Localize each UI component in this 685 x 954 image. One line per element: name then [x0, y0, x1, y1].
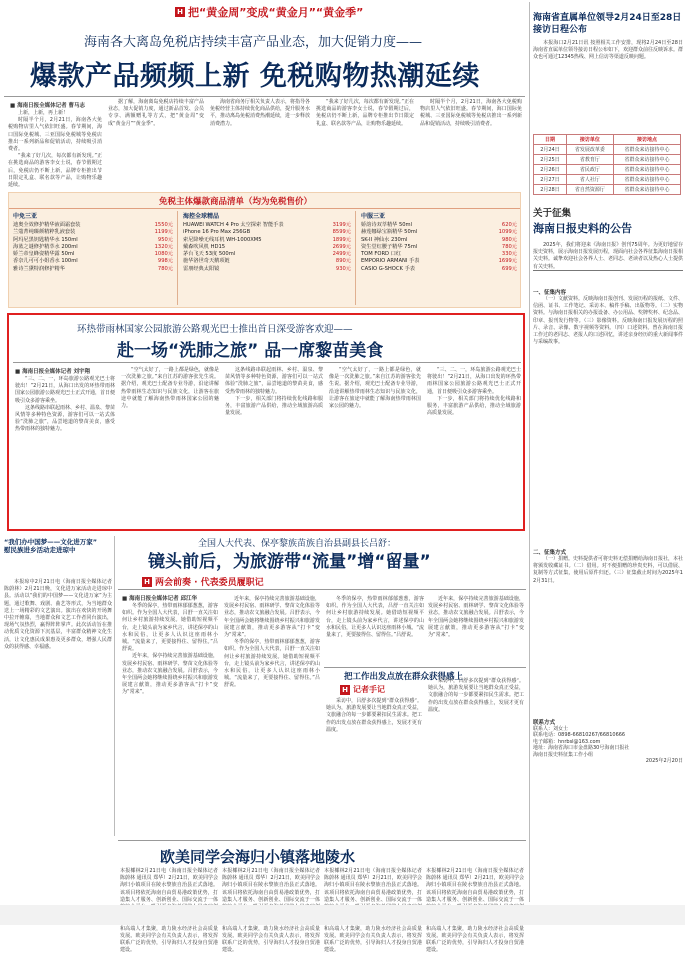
product-price: 950元 — [157, 236, 173, 243]
bottom-body: 本报椰林2月21日电（海南日报全媒体记者 陈蔚林 通讯员 郑华）2月21日，欧美同学会海归小镇项目在陵水黎族自治县正式落地。该项目将依托海南自由贸易港政策优势，打造集人才服务、创新创业、国际交流于一体 和高端人才集聚，助力陵水经济社会高质量发展。欧美同学会有关负责人表示，将发挥联系广泛的优势，引导海归人才投身自贸港建设。 — [120, 868, 218, 954]
schedule-row — [534, 155, 681, 165]
top-kicker — [175, 4, 363, 20]
product-col-mid-heading: 海控全球精品 — [183, 213, 220, 220]
product-row — [361, 266, 517, 273]
note-rule — [324, 667, 526, 668]
lower-col-2 — [224, 596, 320, 836]
schedule-cell: 省发展改革委 — [566, 145, 613, 155]
product-col-right-heading: 中服三亚 — [361, 213, 386, 220]
right-body: 本报海口2月21日讯 按照相关工作安排，现将2月24日至28日海南省直属单位领导接访日程公布如下，欢迎群众前往反映诉求。群众也可通过12345热线、网上信访等渠道反映问题。 — [533, 40, 684, 61]
product-name: TOM FORD 口红 — [361, 251, 402, 258]
middle-col-3 — [225, 367, 323, 527]
bottom-headline: 欧美同学会海归小镇落地陵水 — [160, 848, 356, 866]
bottom-body-d: 本报椰林2月21日电（海南日报全媒体记者 陈蔚林 通讯员 郑华）2月21日，欧美同学会海归小镇项目在陵水黎族自治县正式落地。该项目将依托海南自由贸易港政策优势，打造集人才服务、创新创业、国际交流于一体 和高端人才集聚，助力陵水经济社会高质量发展。欧美同学会有关负责人表示，将发挥联系广泛的优势，引导海归人才投身自贸港建设。 — [426, 868, 524, 954]
middle-byline: ■ 海南日报全媒体记者 刘宇翔 — [15, 369, 91, 375]
top-col-4 — [316, 99, 414, 192]
top-col-1 — [8, 110, 102, 192]
page-bottom-band — [0, 905, 685, 925]
middle-para-1: “三、二、一，环岛旅游公路观光巴士将驶出！”2月21日，从海口出发的环热带雨林国家公园旅游公路观光巴士正式开通，首日便吸引众多游客乘坐。 — [15, 376, 116, 404]
product-name: 娇韵诗双萃精华 50ml — [361, 222, 413, 228]
product-table-title: 免税主体爆款商品清单（均为免税售价） — [159, 197, 313, 207]
note-col-2 — [428, 678, 524, 836]
lower-byline: ■ 海南日报全媒体记者 邱江华 — [122, 596, 198, 602]
contact-line: 海南日报史料征集工作小组 — [533, 751, 594, 758]
top-para-1: 上新，上新，再上新！ — [18, 110, 69, 116]
product-name: SK-II 神仙水 230ml — [361, 236, 408, 243]
schedule-header-row — [534, 135, 681, 145]
schedule-cell: 省民政厅 — [566, 165, 613, 175]
top-para-3b: “我来了好几次，每次都有新发现。”正在挑选商品的游客李女士说，春节假期过后，免税店仍不断上新，品牌专柜推出节日限定礼盒、联名款等产品，让购物乐趣延续。 — [316, 99, 414, 127]
product-row — [361, 258, 517, 265]
product-price: 890元 — [335, 258, 351, 265]
notice-section-1: 一、征集内容 — [533, 290, 567, 296]
contact-title: 联系方式 — [533, 720, 556, 726]
product-col-right — [361, 211, 517, 273]
schedule-cell: 2月27日 — [534, 175, 567, 185]
middle-para-1b: “三、二、一，环岛旅游公路观光巴士将驶出！”2月21日，从海口出发的环热带雨林国家公园旅游公路观光巴士正式开通，首日便吸引众多游客乘坐。 — [427, 367, 521, 395]
right-title: 海南省直属单位领导2月24日至28日接访日程公布 — [533, 13, 682, 35]
product-price: 2499元 — [332, 251, 351, 258]
product-name: iPhone 16 Pro Max 256GB — [183, 229, 251, 236]
lower-col-3 — [326, 596, 424, 666]
schedule-row — [534, 175, 681, 185]
top-col-2 — [108, 99, 204, 152]
product-price: 330元 — [501, 251, 517, 258]
product-name: CASIO G-SHOCK 手表 — [361, 265, 415, 272]
lower-headline: 镜头前后，为旅游带“流量”增“留量” — [148, 552, 431, 572]
lower-left-body: 本报琼中2月21日电（海南日报全媒体记者 陈蔚林）2月21日晚，文化进万家活动走进琼中县。活动以“我们的中国梦——文化进万家”为主题，通过歌舞、戏剧、曲艺等形式，为当地群众送上一场精彩的文艺演出。演出在欢快的开场舞中拉开帷幕，当地群众和文艺工作者同台演出，现场气氛热烈，赢得阵阵掌声。此次活动旨在推动优质文化资源下沉基层，丰富群众精神文化生活，让文化惠民成果惠及更多群众，增强人民群众的获得感、幸福感。 — [4, 579, 112, 650]
top-rule — [4, 96, 525, 97]
product-divider-1 — [177, 211, 178, 305]
middle-kicker: 环热带雨林国家公园旅游公路观光巴士推出首日深受游客欢迎—— — [77, 324, 353, 335]
schedule-cell: 省群众来访接待中心 — [613, 145, 680, 155]
product-row — [183, 237, 351, 244]
schedule-cell: 省群众来访接待中心 — [613, 175, 680, 185]
middle-col-5 — [427, 367, 521, 527]
top-para-2b: 时隔半个月，2月21日，海南各大免税购物店里人气依旧旺盛。春节期间，海口国际免税城、三亚国际免税城等免税店推出一系列新品和促销活动，持续吸引消费者。 — [420, 99, 522, 127]
top-subtitle: 海南各大离岛免税店持续丰富产品业态，加大促销力度—— — [84, 35, 423, 50]
schedule-cell: 省人社厅 — [566, 175, 613, 185]
product-price: 2699元 — [332, 243, 351, 250]
product-name: 迪奥全效修护精华液面霜套装 — [13, 222, 81, 228]
middle-para-4: 下一步，相关部门将持续优化线路和服务，丰富旅游产品供给，推动全域旅游高质量发展。 — [225, 395, 323, 417]
top-headline: 爆款产品频频上新 免税购物热潮延续 — [30, 61, 480, 92]
notice-section-2: 二、征集方式 — [533, 550, 567, 556]
product-col-left-heading: 中免三亚 — [13, 213, 38, 220]
notice-kicker: 关于征集 — [533, 208, 572, 219]
product-row — [361, 229, 517, 236]
schedule-cell: 2月25日 — [534, 155, 567, 165]
schedule-cell: 省群众来访接待中心 — [613, 155, 680, 165]
bottom-col-2 — [222, 868, 320, 954]
top-col-3 — [210, 99, 310, 192]
product-price: 780元 — [157, 265, 173, 272]
product-name: HUAWEI WATCH 4 Pro 太空探索 智能手表 — [183, 222, 284, 228]
product-row — [361, 237, 517, 244]
product-name: 海蓝之谜修护精萃水 200ml — [13, 243, 78, 250]
lower-body-1c: 冬季的保亭，热带雨林郁郁葱葱，游客如织。作为全国人大代表，吕舒一直关注如何让乡村旅游持续发展。她借助短视频平台，走上镜头前为家乡代言，讲述保亭的山水和民俗，让更多人认识这座雨林小城。“流量来了，更要接得住、留得住。”吕舒说。 — [326, 596, 424, 639]
middle-col-1 — [15, 376, 115, 526]
product-name: 阿玛尼黑钥匙精华水 150ml — [13, 236, 78, 243]
lower-body-2c: 近年来，保亭持续完善旅游基础设施，发展乡村民宿、雨林研学、黎苗文化体验等业态，推动农文旅融合发展。吕舒表示，今年全国两会她将继续围绕乡村振兴和旅游发展建言献策，推动更多游客从“打卡”变为“常来”。 — [428, 596, 524, 639]
product-price: 1899元 — [332, 236, 351, 243]
product-name: 戴森吹风机 HD15 — [183, 243, 226, 250]
product-price: 1699元 — [498, 258, 517, 265]
middle-col-2 — [121, 367, 219, 527]
lower-body-1b: 冬季的保亭，热带雨林郁郁葱葱，游客如织。作为全国人大代表，吕舒一直关注如何让乡村旅游持续发展。她借助短视频平台，走上镜头前为家乡代言，讲述保亭的山水和民俗，让更多人认识这座雨林小城。“流量来了，更要接得住、留得住。”吕舒说。 — [224, 639, 320, 689]
bottom-body-c: 本报椰林2月21日电（海南日报全媒体记者 陈蔚林 通讯员 郑华）2月21日，欧美同学会海归小镇项目在陵水黎族自治县正式落地。该项目将依托海南自由贸易港政策优势，打造集人才服务、创新创业、国际交流于一体 和高端人才集聚，助力陵水经济社会高质量发展。欧美同学会有关负责人表示，将发挥联系广泛的优势，引导海归人才投身自贸港建设。 — [324, 868, 422, 954]
schedule-cell: 省群众来访接待中心 — [613, 185, 680, 195]
product-price: 980元 — [501, 236, 517, 243]
product-name: 兰蔻菁纯臻颜精粹乳液套装 — [13, 229, 76, 236]
lower-col-4 — [428, 596, 524, 666]
newspaper-logo-icon: H — [175, 7, 185, 17]
product-table — [8, 192, 521, 308]
schedule-cell: 2月28日 — [534, 185, 567, 195]
lower-main-story — [118, 534, 526, 839]
product-name: 索尼降噪无线耳机 WH-1000XM5 — [183, 236, 262, 243]
product-row — [13, 229, 173, 236]
middle-para-3: “空气太好了，一路上都是绿色，就像是一次洗肺之旅。”来自江苏的游客张先生说。据介绍，观光巴士配备专业导游，沿途讲解热带雨林生态知识与民族文化，让游客在旅途中就能了解海南热带雨林国家公园的魅力。 — [121, 367, 219, 410]
notice-date: 2025年2月20日 — [645, 758, 683, 765]
product-price: 1550元 — [154, 222, 173, 228]
contact-line: 联系电话：0898-66810267/66810666 — [533, 732, 626, 739]
top-col-5 — [420, 99, 522, 192]
schedule-row — [534, 185, 681, 195]
middle-story-box — [7, 313, 525, 531]
product-col-left — [13, 211, 173, 273]
schedule-header-cell: 日期 — [534, 135, 567, 145]
product-name: 资生堂红腰子精华 75ml — [361, 243, 418, 250]
product-name: 施华洛世奇天鹅项链 — [183, 258, 230, 265]
middle-para-2: 这条线路串联起雨林、乡村、温泉、黎苗风情等多种特色资源，游客们可以一站式体验“洗肺之旅”，品尝地道的黎苗美食，感受热带雨林的独特魅力。 — [15, 404, 116, 433]
top-para-5: 海南省商务厅相关负责人表示，将指导各免税经营主体持续优化商品供给，提升服务水平，推动离岛免税消费热潮延续，进一步释放消费潜力。 — [210, 99, 311, 127]
bottom-col-4 — [426, 868, 524, 954]
notice-section-1-body: （一）文献资料。反映海南日报创刊、发展历程的报纸、文件、信函、证书、工作笔记、采访本、稿件手稿、出版物等。（二）实物资料。与海南日报相关的办报设备、办公用品、奖牌奖杯、纪念品、印章、报刊发行物等。（三）影像资料。反映海南日报发展历程的照片、录音、录像、数字视频等资料。（四）口述资料。曾在海南日报工作过的老同志、老报人的口述回忆，讲述亲身经历的重大新闻事件与采编故事。 — [533, 296, 684, 346]
lower-tag-logo-icon: H — [142, 577, 152, 587]
product-row — [13, 266, 173, 273]
lower-left-title: 慰民族进乡活动走进琼中 — [4, 546, 76, 554]
product-price: 780元 — [501, 243, 517, 250]
lower-tag — [142, 575, 264, 588]
lower-tag-text: 两会前奏 · 代表委员履职记 — [155, 578, 264, 588]
lower-body-1: 冬季的保亭，热带雨林郁郁葱葱，游客如织。作为全国人大代表，吕舒一直关注如何让乡村旅游持续发展。她借助短视频平台，走上镜头前为家乡代言，讲述保亭的山水和民俗，让更多人认识这座雨林小城。“流量来了，更要接得住、留得住。”吕舒说。 — [122, 603, 218, 653]
bottom-col-3 — [324, 868, 422, 954]
product-row — [183, 222, 351, 229]
lower-left-kicker: “我们办中国梦——文化进万家” — [4, 538, 98, 546]
bottom-body-b: 本报椰林2月21日电（海南日报全媒体记者 陈蔚林 通讯员 郑华）2月21日，欧美同学会海归小镇项目在陵水黎族自治县正式落地。该项目将依托海南自由贸易港政策优势，打造集人才服务、创新创业、国际交流于一体 和高端人才集聚，助力陵水经济社会高质量发展。欧美同学会有关负责人表示，将发挥联系广泛的优势，引导海归人才投身自贸港建设。 — [222, 868, 320, 954]
product-price: 1080元 — [154, 251, 173, 258]
top-byline: ■ 海南日报全媒体记者 曹马志 — [10, 103, 86, 109]
product-price: 1320元 — [154, 243, 173, 250]
schedule-cell: 2月26日 — [534, 165, 567, 175]
middle-headline: 赴一场“洗肺之旅” 品一席黎苗美食 — [117, 341, 384, 361]
product-table-rule — [9, 208, 520, 209]
middle-para-3b: “空气太好了，一路上都是绿色，就像是一次洗肺之旅。”来自江苏的游客张先生说。据介绍，观光巴士配备专业导游，沿途讲解热带雨林生态知识与民族文化，让游客在旅途中就能了解海南热带雨林国家公园的魅力。 — [329, 367, 421, 410]
schedule-header-cell: 接访地点 — [613, 135, 680, 145]
product-name: 娇兰帝皇蜂姿精华露 50ml — [13, 251, 75, 258]
product-price: 3199元 — [332, 222, 351, 228]
bottom-col-1 — [120, 868, 218, 954]
product-rows-right — [361, 222, 517, 273]
schedule-cell: 2月24日 — [534, 145, 567, 155]
contact-line: 电子邮箱：hnrbsl@163.com — [533, 738, 601, 745]
note-tag — [340, 684, 385, 695]
product-price: 699元 — [501, 265, 517, 272]
schedule-cell: 省自然资源厅 — [566, 185, 613, 195]
product-name: 香奈儿可可小姐香水 100ml — [13, 258, 78, 265]
schedule-cell: 省群众来访接待中心 — [613, 165, 680, 175]
product-row — [13, 258, 173, 265]
product-col-mid — [183, 211, 351, 273]
note-col-1 — [326, 698, 422, 836]
schedule-row — [534, 165, 681, 175]
product-name: EMPORIO ARMANI 手表 — [361, 258, 420, 265]
lower-body-2: 近年来，保亭持续完善旅游基础设施，发展乡村民宿、雨林研学、黎苗文化体验等业态，推动农文旅融合发展。吕舒表示，今年全国两会她将继续围绕乡村振兴和旅游发展建言献策，推动更多游客从“打卡”变为“常来”。 — [122, 653, 218, 696]
product-row — [13, 237, 173, 244]
right-column — [533, 2, 683, 902]
contact-lines — [533, 726, 683, 758]
product-name: 茅台飞天 53度 500ml — [183, 251, 236, 258]
middle-col-4 — [329, 367, 421, 527]
product-price: 998元 — [157, 258, 173, 265]
product-price: 1199元 — [154, 229, 173, 236]
lower-left-divider — [114, 536, 115, 836]
lower-col-1 — [122, 603, 218, 835]
bottom-rule-top — [118, 840, 526, 841]
lower-kicker: 全国人大代表、保亭黎族苗族自治县副县长吕舒： — [198, 539, 397, 549]
top-kicker-text: 把“黄金周”变成“黄金月”“黄金季” — [188, 6, 364, 19]
middle-para-2b: 这条线路串联起雨林、乡村、温泉、黎苗风情等多种特色资源，游客们可以一站式体验“洗肺之旅”，品尝地道的黎苗美食，感受热带雨林的独特魅力。 — [225, 367, 323, 395]
product-rows-left — [13, 222, 173, 273]
contact-line: 地址：海南省海口市金盘路30号海南日报社 — [533, 745, 630, 752]
middle-para-4b: 下一步，相关部门将持续优化线路和服务，丰富旅游产品供给，推动全域旅游高质量发展。 — [427, 395, 521, 417]
note-tag-text: 记者手记 — [353, 685, 385, 694]
top-para-4: 据了解，海南离岛免税店持续丰富产品业态，加大促销力度，通过新品首发、会员专享、满额赠礼等方式，把“黄金周”变成“黄金月”“黄金季”。 — [108, 99, 204, 127]
product-name: 雅诗兰黛特润修护精华 — [13, 265, 65, 272]
lower-rule — [118, 589, 526, 590]
product-row — [183, 266, 351, 273]
top-story — [4, 2, 525, 310]
schedule-table — [533, 134, 681, 195]
lower-left-story — [4, 536, 112, 900]
notice-section-2-body: （一）捐赠。史料提供者可将史料无偿捐赠给海南日报社，本社将颁发收藏证书。（二）借用。对不便捐赠的珍贵史料，可以借展、复制等方式征集，使用后原件归还。（三）征集截止时间为2025年12月31日。 — [533, 556, 684, 584]
contact-line: 联系人：刘女士 — [533, 726, 569, 732]
notice-rule — [533, 270, 683, 271]
middle-rule — [13, 362, 521, 363]
product-name: 赫莲娜绿宝瓶精华 50ml — [361, 229, 418, 236]
product-price: 930元 — [335, 265, 351, 272]
notice-title: 海南日报史料的公告 — [533, 222, 632, 235]
schedule-header-cell: 接访单位 — [566, 135, 613, 145]
product-price: 8599元 — [332, 229, 351, 236]
product-row — [183, 258, 351, 265]
note-body: 采访中，吕舒多次提到“群众获得感”。她认为，旅游发展要让当地群众真正受益，文旅融合的每一步都要紧扣民生需求。把工作的出发点放在群众获得感上，发展才更有温度。 — [326, 698, 422, 733]
note-title: 把工作出发点放在群众获得感上 — [344, 672, 464, 682]
product-price: 620元 — [501, 222, 517, 228]
note-body-b: 采访中，吕舒多次提到“群众获得感”。她认为，旅游发展要让当地群众真正受益，文旅融合的每一步都要紧扣民生需求。把工作的出发点放在群众获得感上，发展才更有温度。 — [428, 678, 524, 713]
product-divider-2 — [355, 211, 356, 305]
schedule-row — [534, 145, 681, 155]
schedule-cell: 省教育厅 — [566, 155, 613, 165]
top-para-2: 时隔半个月，2月21日，海南各大免税购物店里人气依旧旺盛。春节期间，海口国际免税城、三亚国际免税城等免税店推出一系列新品和促销活动，持续吸引消费者。 — [8, 117, 102, 153]
product-name: 雷朋经典太阳镜 — [183, 265, 220, 272]
right-column-divider — [529, 2, 530, 902]
product-row — [183, 229, 351, 236]
product-price: 1099元 — [498, 229, 517, 236]
product-rows-mid — [183, 222, 351, 273]
top-para-3: “我来了好几次，每次都有新发现。”正在挑选商品的游客李女士说，春节假期过后，免税店仍不断上新，品牌专柜推出节日限定礼盒、联名款等产品，让购物乐趣延续。 — [8, 153, 102, 189]
note-tag-logo-icon: H — [340, 685, 350, 695]
notice-body: 2025年，我们将迎来《海南日报》创刊75周年。为更好地留存报史资料，展示海南日报发展历程，现面向社会各界征集海南日报相关史料。诚挚欢迎社会各界人士、老同志、老读者以及热心人士提供有关史料。 — [533, 242, 684, 270]
lower-body-2b: 近年来，保亭持续完善旅游基础设施，发展乡村民宿、雨林研学、黎苗文化体验等业态，推动农文旅融合发展。吕舒表示，今年全国两会她将继续围绕乡村振兴和旅游发展建言献策，推动更多游客从“打卡”变为“常来”。 — [224, 596, 320, 639]
